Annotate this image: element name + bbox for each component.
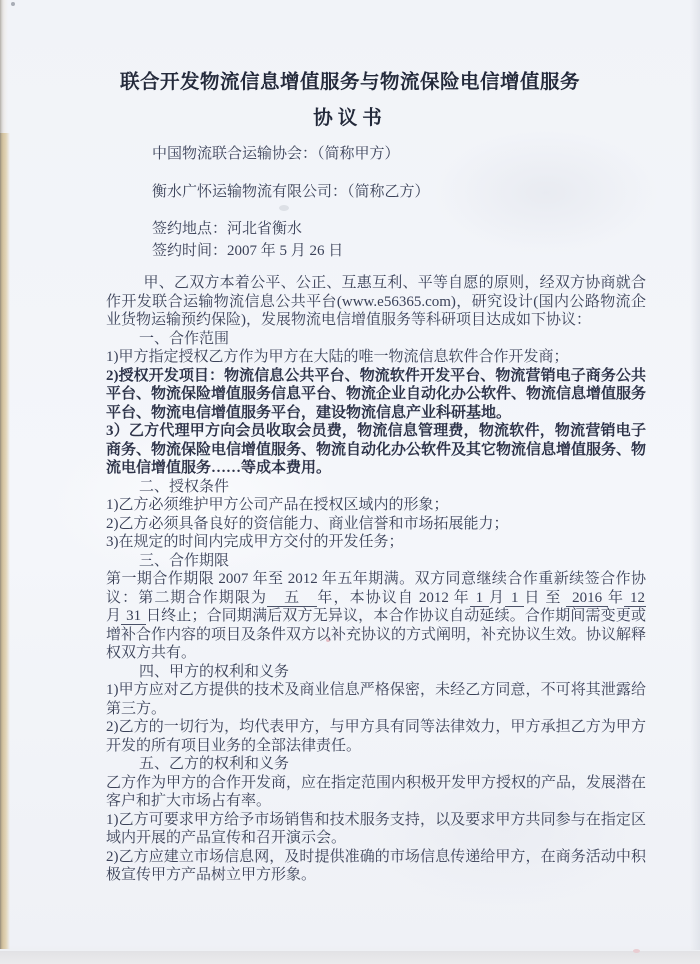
- term-blank-end-year: 2016: [567, 589, 608, 606]
- paper-left-edge-top: [0, 0, 8, 133]
- section-4-heading: 四、甲方的权利和义务: [139, 663, 290, 680]
- section-4-item-1: 1)甲方应对乙方提供的技术及商业信息严格保密，未经乙方同意，不可将其泄露给第三方。: [106, 682, 646, 717]
- section-1-heading: 一、合作范围: [139, 330, 230, 347]
- scan-speck: [633, 949, 640, 953]
- term-blank-start-month: 1: [470, 589, 489, 606]
- term-text: 月: [489, 589, 506, 606]
- section-5-heading: 五、乙方的权利和义务: [139, 756, 290, 772]
- term-blank-years: 五: [268, 589, 317, 606]
- term-text: 年: [608, 589, 625, 606]
- term-text: 月: [106, 608, 122, 624]
- section-2-item-3: 3)在规定的时间内完成甲方交付的开发任务；: [106, 534, 404, 550]
- term-blank-start-day: 1: [506, 589, 524, 606]
- parties-and-signing-block: [152, 145, 646, 260]
- section-2-heading: 二、授权条件: [139, 478, 230, 495]
- section-3-heading: 三、合作期限: [139, 552, 230, 569]
- section-1-item-1: 1)甲方指定授权乙方作为甲方在大陆的唯一物流信息软件合作开发商；: [106, 349, 569, 365]
- paper-right-edge: [690, 0, 700, 950]
- party-b-line: 衡水广怀运输物流有限公司：（简称乙方）: [152, 183, 430, 200]
- term-text: 日 至: [524, 589, 567, 606]
- section-3-term-paragraph: [106, 570, 646, 663]
- section-2-item-1: 1)乙方必须维护甲方公司产品在授权区域内的形象；: [106, 497, 449, 513]
- section-5-item-2: 2)乙方应建立市场信息网，及时提供准确的市场信息传递给甲方，在商务活动中积极宣传甲方产品树立甲方形象。: [106, 848, 646, 883]
- term-blank-end-day: 31: [122, 608, 145, 624]
- agreement-body: [106, 274, 646, 885]
- document-content: [106, 70, 646, 885]
- term-blank-end-month: 12: [625, 589, 645, 606]
- section-1-item-3: 3）乙方代理甲方向会员收取会员费，物流信息管理费，物流软件，物流营销电子商务、物流保险电信增值服务、物流自动化办公软件及其它物流信息增值服务、物流电信增值服务……等成本费用。: [106, 423, 647, 476]
- term-text: 年，本协议自 2012 年: [317, 589, 470, 606]
- signing-place-line: 签约地点：河北省衡水: [152, 221, 303, 237]
- signing-date-line: 签约时间：2007 年 5 月 26 日: [152, 242, 344, 259]
- section-1-item-2: 2)授权开发项目：物流信息公共平台、物流软件开发平台、物流营销电子商务公共平台、物流保险增值服务信息平台、物流企业自动化办公软件、物流信息增值服务平台、物流电信增值服务平台，建设物流信息产业科研基地。: [106, 367, 647, 421]
- intro-paragraph: 甲、乙双方本着公平、公正、互惠互利、平等自愿的原则，经双方协商就合作开发联合运输物流信息公共平台(www.e56365.com)，研究设计(国内公路物流企业货物运输预约保险)，发展物流电信增值服务等科研项目达成如下协议：: [106, 275, 646, 328]
- paper-left-edge-bottom: [0, 133, 10, 949]
- scanner-bottom-edge: [0, 951, 700, 964]
- party-a-line: 中国物流联合运输协会：（简称甲方）: [152, 146, 400, 162]
- section-5-lead: 乙方作为甲方的合作开发商，应在指定范围内积极开发甲方授权的产品，发展潜在客户和扩大市场占有率。: [106, 774, 647, 809]
- scan-speck: [11, 2, 15, 6]
- term-text: 第一期合作期限 2007 年至 2012 年五年期满。双方同意继续合作重新续签合作协议：第二期合作期限为: [106, 571, 646, 606]
- section-5-item-1: 1)乙方可要求甲方给予市场销售和技术服务支持，以及要求甲方共同参与在指定区域内开展的产品宣传和召开演示会。: [106, 811, 646, 846]
- section-2-item-2: 2)乙方必须具备良好的资信能力、商业信誉和市场拓展能力；: [106, 515, 509, 532]
- document-subtitle: 协议书: [313, 108, 387, 129]
- document-title: 联合开发物流信息增值服务与物流保险电信增值服务: [119, 72, 580, 93]
- term-text: 日终止；合同期满后双方无异议，本合作协议自动延续。合作期间需变更或增补合作内容的项目及条件双方以补充协议的方式阐明，补充协议生效。协议解释权双方共有。: [106, 608, 647, 661]
- section-4-item-2: 2)乙方的一切行为，均代表甲方，与甲方具有同等法律效力，甲方承担乙方为甲方开发的所有项目业务的全部法律责任。: [106, 719, 646, 754]
